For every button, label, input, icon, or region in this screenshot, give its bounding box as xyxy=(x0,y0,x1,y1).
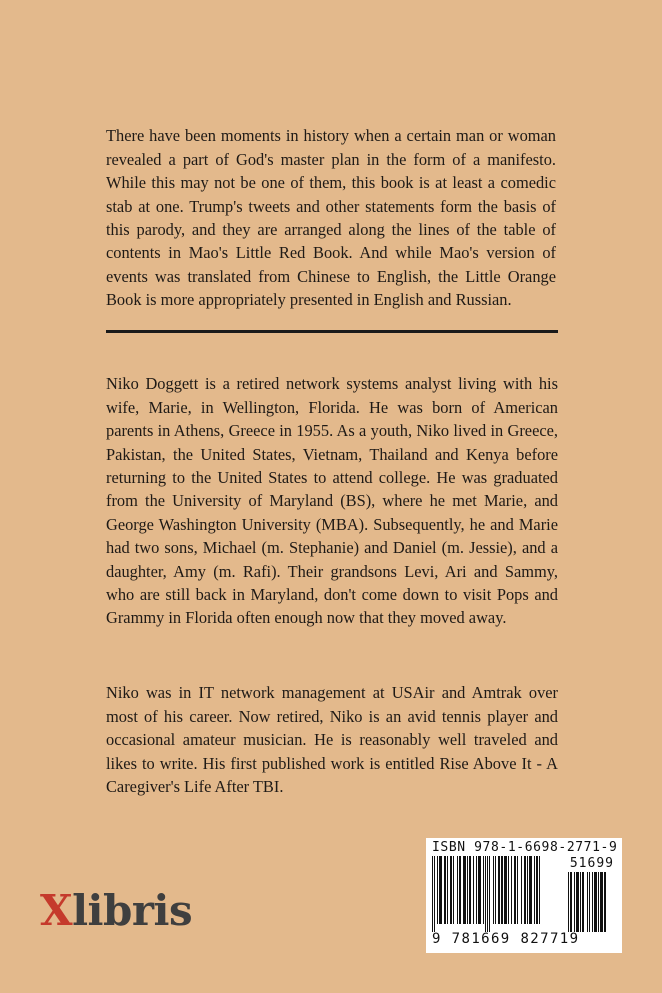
publisher-logo: Xlibris xyxy=(40,886,193,935)
ean-digits: 9 781669 827719 xyxy=(432,931,580,947)
section-divider xyxy=(106,330,558,333)
ean-barcode-bars xyxy=(432,856,562,932)
back-cover-blurb: There have been moments in history when a certain man or woman revealed a part of God's master plan in the form of a manifesto. While this may not be one of them, this book is at least a comedic stab at one. Trump's tweets and other statements form the basis of this parody, and they are arranged along the lines of the table of contents in Mao's Little Red Book. And while Mao's version of events was translated from Chinese to English, the Little Orange Book is more appropriately presented in English and Russian. xyxy=(106,126,556,310)
author-bio-paragraph: Niko Doggett is a retired network systems analyst living with his wife, Marie, in Wellington, Florida. He was born of American parents in Athens, Greece in 1955. As a youth, Niko lived in Greece, Pakistan, the United States, Vietnam, Thailand and Kenya before returning to the United States to attend college. He was graduated from the University of Maryland (BS), where he met Marie, and George Washington University (MBA). Subsequently, he and Marie had two sons, Michael (m. Stephanie) and Daniel (m. Jessie), and a daughter, Amy (m. Rafi). Their grandsons Levi, Ari and Sammy, who are still back in Maryland, don't come down to visit Pops and Grammy in Florida often enough now that they moved away. xyxy=(106,374,558,628)
author-bio-paragraph: Niko was in IT network management at USAir and Amtrak over most of his career. Now retired, Niko is an avid tennis player and occasional amateur musician. He is reasonably well traveled and likes to write. His first published work is entitled Rise Above It - A Caregiver's Life After TBI. xyxy=(106,683,558,797)
price-code: 51699 xyxy=(569,856,614,871)
isbn-label: ISBN 978-1-6698-2771-9 xyxy=(432,840,618,855)
isbn-barcode xyxy=(426,838,622,953)
addon-barcode-bars xyxy=(568,872,616,932)
